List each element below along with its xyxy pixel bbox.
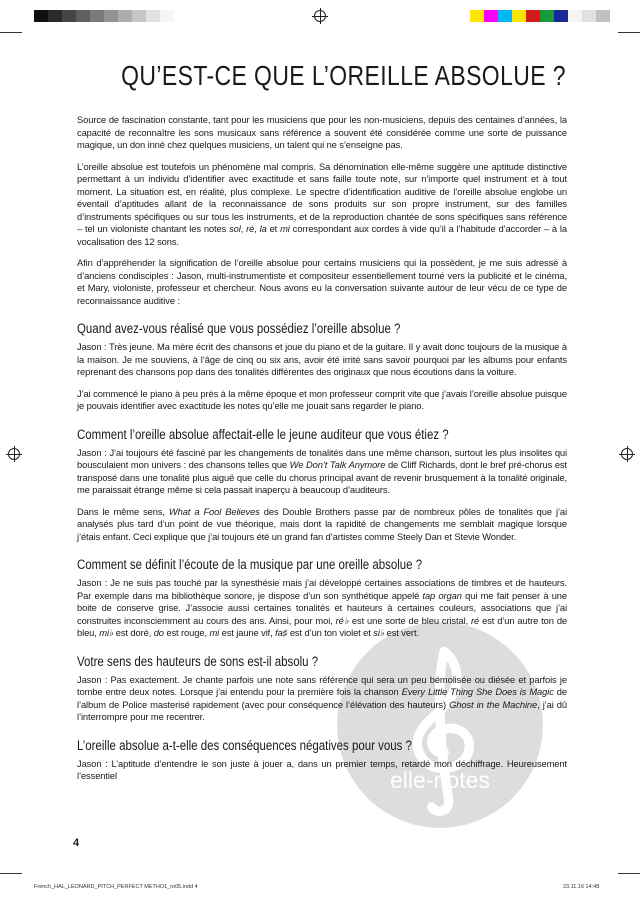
color-swatch [568,10,582,22]
crop-mark [0,32,22,33]
color-swatch [160,10,174,22]
color-swatch [146,10,160,22]
registration-mark-icon [314,10,326,22]
color-swatch [76,10,90,22]
color-swatch [118,10,132,22]
color-swatch [34,10,48,22]
section-paragraph: Dans le même sens, What a Fool Believes des Double Brothers passe par de nombreux pôles de tonalités que j’ai analysés plus tard d’un point de vue théorique, mais dont la rapidité de changements me semblait magique lorsque j’étais enfant. Ceci explique que j’ai toujours été un grand fan d’artistes comme Steely Dan et Stevie Wonder. [77,506,567,542]
section-heading: Votre sens des hauteurs de sons est-il absolu ? [77,653,319,669]
section-paragraph: Jason : Très jeune. Ma mère écrit des chansons et joue du piano et de la guitare. Il y avait donc toujours de la musique à la maison. Je me souviens, à l’âge de cinq ou six ans, avoir été irrité sans savoir pourquoi par les albums pour enfants reprenant des chansons pop dans des tonalités différentes des originaux que nous écoutions dans la voiture. [77,342,567,377]
section-paragraph: Jason : L’aptitude d’entendre le son juste à jouer a, dans un premier temps, retardé mon déchiffrage. Heureusement l’essentiel [77,758,567,781]
section-paragraph: Jason : Je ne suis pas touché par la synesthésie mais j’ai développé certaines associations de timbres et de hauteurs. Par exemple dans ma bibliothèque sonore, je dispose d’un son synthétique appelé tap organ qui me fait penser à une boite de conserve grise. J’associe aussi certaines tonalités et hauteurs à certaines couleurs, associations que j’ai construites inconsciemment au cours des ans. Ainsi, pour moi, ré♭ est une sorte de bleu cristal, ré est d’un autre ton de bleu, mi♭ est doré, do est rouge, mi est jaune vif, fa♯ est d’un ton violet et si♭ est vert. [77,578,568,638]
page-content [77,60,567,792]
color-swatch [526,10,540,22]
section-paragraph: J’ai commencé le piano à peu près à la même époque et mon professeur comprit vite que j’avais l’oreille absolue puisque je pouvais identifier avec exactitude les notes qu’elle me jouait sans regarder le piano. [77,388,567,411]
color-swatch [596,10,610,22]
color-swatch [104,10,118,22]
watermark-text: elle-notes [389,767,491,793]
registration-mark-icon [621,448,633,460]
section-heading: L’oreille absolue a-t-elle des conséquences négatives pour vous ? [77,737,412,753]
footer-file-name: French_HAL_LEONARD_PITCH_PERFECT METHO1_ro05.indd 4 [34,884,198,890]
color-swatch [132,10,146,22]
color-swatch [470,10,484,22]
color-swatch [512,10,526,22]
color-swatch [540,10,554,22]
color-swatch [62,10,76,22]
footer-date: 23.11.16 14:48 [563,884,600,890]
process-color-bar [470,10,610,22]
crop-mark [0,873,22,874]
color-swatch [48,10,62,22]
grayscale-color-bar [34,10,174,22]
page-title: QU’EST-CE QUE L’OREILLE ABSOLUE ? [121,60,566,91]
section-paragraph: Jason : Pas exactement. Je chante parfois une note sans référence qui sera un peu bémolisée ou diésée et parfois je tombe entre deux notes. Lorsque j’ai entendu pour la première fois la chanson Every Little Thing She Does is Magic de l’album de Police masterisé rapidement (avec pour conséquence l’élévation des hauteurs) Ghost in the Machine, j’ai dû l’interrompre pour me recentrer. [77,674,567,722]
registration-mark-icon [8,448,20,460]
intro-paragraph: Source de fascination constante, tant pour les musiciens que pour les non-musiciens, depuis des centaines d’années, la capacité de reconnaître les sons musicaux sans référence a souvent été considérée comme une sorte de puissance magique, un don inné chez quelques musiciens, un talent qui ne s’enseigne pas. [77,115,567,150]
section-heading: Comment se définit l’écoute de la musique par une oreille absolue ? [77,557,423,572]
color-swatch [582,10,596,22]
crop-mark [618,873,640,874]
color-swatch [90,10,104,22]
section-heading: Quand avez-vous réalisé que vous possédiez l’oreille absolue ? [77,321,401,336]
crop-mark [618,32,640,33]
intro-paragraph: Afin d’appréhender la signification de l’oreille absolue pour certains musiciens qui la possèdent, je me suis adressé à d’anciens condisciples : Jason, multi-instrumentiste et compositeur essentiellement tourné vers la publicité et le cinéma, et Mary, violoniste, professeur et chercheur. Nous avons eu la conversation suivante autour de leur vécu de ce type de reconnaissance auditive : [77,258,567,306]
page-number: 4 [73,837,80,849]
section-paragraph: Jason : J’ai toujours été fasciné par les changements de tonalités dans une même chanson, surtout les plus insolites qui bousculaient mon univers : des chansons telles que We Don’t Talk Anymore de Cliff Richards, dont le bref pré-chorus est transposé dans une tonalité plus aiguë que celle du chorus principal avant de revenir brusquement à la tonalité originale, me paraissait étrange même si cela passait inaperçu à beaucoup d’auditeurs. [77,447,567,495]
color-swatch [498,10,512,22]
intro-paragraph: L’oreille absolue est toutefois un phénomène mal compris. Sa dénomination elle-même suggère une aptitude distinctive permettant à un individu d’identifier avec exactitude et sans faille toute note, sur n’importe quel instrument et à tout moment. La situation est, en réalité, plus complexe. Le spectre d’identification auditive de l’oreille absolue englobe un éventail d’aptitudes allant de la reconnaissance de sons produits sur son propre instrument, sur des familles d’instruments spécifiques ou sur tous les instruments, et de la reproduction chantée de sons spécifiques sans référence – tel un violoniste chantant les notes sol, ré, la et mi correspondant aux cordes à vide qu’il a l’habitude d’accorder – à la vocalisation des 12 sons. [77,161,567,247]
section-heading: Comment l’oreille absolue affectait-elle le jeune auditeur que vous étiez ? [77,426,449,442]
color-swatch [554,10,568,22]
color-swatch [484,10,498,22]
